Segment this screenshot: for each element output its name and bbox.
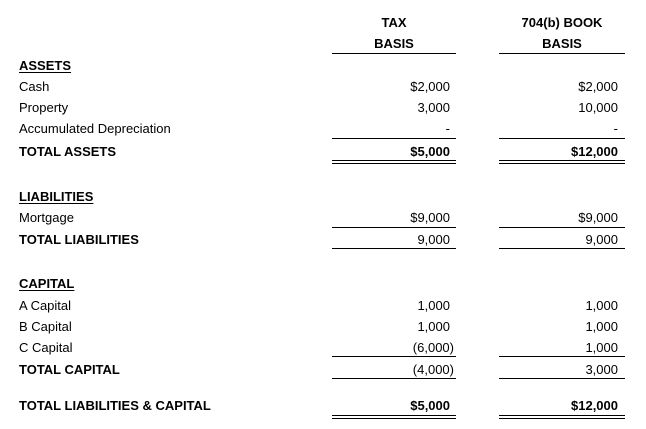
total-assets-book-value: $12,000 xyxy=(571,144,618,159)
a-capital-tax-value: 1,000 xyxy=(417,298,450,313)
capital-book-subtotal-line xyxy=(499,356,625,357)
c-capital-book-value: 1,000 xyxy=(585,340,618,355)
cash-book-value: $2,000 xyxy=(578,79,618,94)
accumulated-depreciation-label: Accumulated Depreciation xyxy=(19,121,171,136)
capital-tax-subtotal-line xyxy=(332,356,456,357)
capital-heading: CAPITAL xyxy=(19,276,75,291)
assets-heading: ASSETS xyxy=(19,58,72,73)
liabilities-book-subtotal-line xyxy=(499,227,625,228)
property-tax-value: 3,000 xyxy=(417,100,450,115)
total-assets-label: TOTAL ASSETS xyxy=(19,144,117,159)
book-header-underline xyxy=(499,53,625,54)
accumulated-depreciation-book-value: - xyxy=(613,121,618,136)
total-assets-book-double-underline xyxy=(499,160,625,164)
total-capital-book-underline xyxy=(499,378,625,379)
total-capital-tax-underline xyxy=(332,378,456,379)
b-capital-book-value: 1,000 xyxy=(585,319,618,334)
total-assets-tax-double-underline xyxy=(332,160,456,164)
total-capital-label: TOTAL CAPITAL xyxy=(19,362,120,377)
total-liabilities-tax-value: 9,000 xyxy=(417,232,450,247)
mortgage-label: Mortgage xyxy=(19,210,74,225)
c-capital-label: C Capital xyxy=(19,340,73,355)
a-capital-label: A Capital xyxy=(19,298,72,313)
total-liabilities-capital-book-value: $12,000 xyxy=(571,398,618,413)
total-liabilities-tax-underline xyxy=(332,248,456,249)
b-capital-label: B Capital xyxy=(19,319,72,334)
tax-header-underline xyxy=(332,53,456,54)
mortgage-book-value: $9,000 xyxy=(578,210,618,225)
accumulated-depreciation-tax-value: - xyxy=(445,121,450,136)
total-assets-tax-value: $5,000 xyxy=(410,144,450,159)
book-basis-header-line2: BASIS xyxy=(542,36,582,51)
mortgage-tax-value: $9,000 xyxy=(410,210,450,225)
total-liabilities-book-value: 9,000 xyxy=(585,232,618,247)
c-capital-tax-value: (6,000) xyxy=(412,340,454,355)
total-liabilities-capital-label: TOTAL LIABILITIES & CAPITAL xyxy=(19,398,211,413)
grand-total-book-double-underline xyxy=(499,415,625,419)
cash-label: Cash xyxy=(19,79,50,94)
total-liabilities-book-underline xyxy=(499,248,625,249)
property-label: Property xyxy=(19,100,69,115)
assets-tax-subtotal-line xyxy=(332,138,456,139)
liabilities-heading: LIABILITIES xyxy=(19,189,94,204)
total-liabilities-label: TOTAL LIABILITIES xyxy=(19,232,139,247)
total-liabilities-capital-tax-value: $5,000 xyxy=(410,398,450,413)
book-basis-header-line1: 704(b) BOOK xyxy=(521,15,603,30)
b-capital-tax-value: 1,000 xyxy=(417,319,450,334)
grand-total-tax-double-underline xyxy=(332,415,456,419)
assets-book-subtotal-line xyxy=(499,138,625,139)
cash-tax-value: $2,000 xyxy=(410,79,450,94)
tax-basis-header-line2: BASIS xyxy=(374,36,414,51)
a-capital-book-value: 1,000 xyxy=(585,298,618,313)
liabilities-tax-subtotal-line xyxy=(332,227,456,228)
total-capital-book-value: 3,000 xyxy=(585,362,618,377)
property-book-value: 10,000 xyxy=(578,100,618,115)
tax-basis-header-line1: TAX xyxy=(381,15,407,30)
total-capital-tax-value: (4,000) xyxy=(412,362,454,377)
